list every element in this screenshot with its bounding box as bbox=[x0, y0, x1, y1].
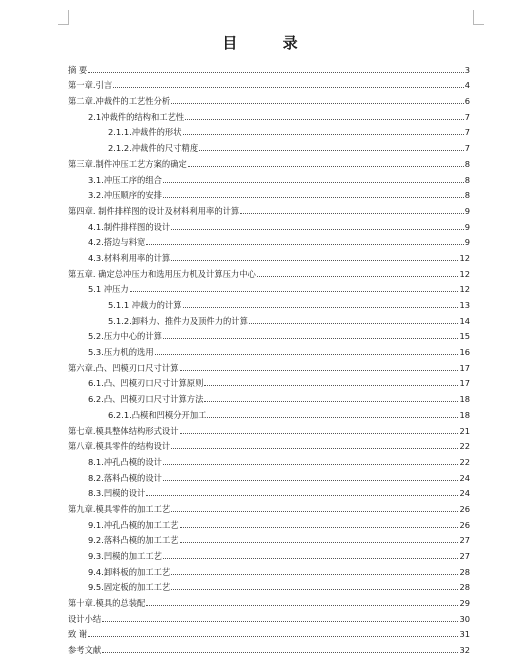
toc-entry[interactable] bbox=[68, 592, 470, 608]
page-corner-mark-left bbox=[58, 10, 69, 25]
toc-entry-page-number: 6 bbox=[464, 96, 470, 107]
toc-entry-page-number: 17 bbox=[459, 362, 470, 373]
toc-entry[interactable] bbox=[68, 153, 470, 169]
toc-entry-label: 8.1.冲孔凸模的设计 bbox=[88, 456, 162, 467]
dot-leader bbox=[180, 527, 459, 528]
toc-entry-label: 第三章.制件冲压工艺方案的确定 bbox=[68, 158, 187, 169]
toc-entry-label: 4.2.搭边与料宽 bbox=[88, 237, 146, 248]
toc-entry-page-number: 32 bbox=[459, 645, 470, 656]
page-corner-mark-right bbox=[473, 10, 484, 25]
toc-entry[interactable] bbox=[68, 263, 470, 279]
toc-entry-page-number: 18 bbox=[459, 409, 470, 420]
dot-leader bbox=[207, 417, 458, 418]
toc-entry[interactable] bbox=[68, 624, 470, 640]
toc-entry[interactable] bbox=[68, 388, 470, 404]
toc-entry-page-number: 9 bbox=[464, 205, 470, 216]
toc-entry[interactable] bbox=[68, 326, 470, 342]
toc-entry-page-number: 26 bbox=[459, 519, 470, 530]
toc-entry-page-number: 21 bbox=[459, 425, 470, 436]
toc-entry-page-number: 14 bbox=[459, 315, 470, 326]
toc-entry[interactable] bbox=[68, 122, 470, 138]
toc-entry-page-number: 28 bbox=[459, 566, 470, 577]
toc-title: 目 录 bbox=[222, 34, 318, 52]
dot-leader bbox=[88, 72, 463, 73]
toc-entry-label: 致 谢 bbox=[68, 629, 88, 640]
toc-entry[interactable] bbox=[68, 404, 470, 420]
dot-leader bbox=[171, 260, 458, 261]
dot-leader bbox=[163, 464, 459, 465]
dot-leader bbox=[155, 354, 459, 355]
toc-entry-page-number: 18 bbox=[459, 394, 470, 405]
toc-entry-label: 8.2.落料凸模的设计 bbox=[88, 472, 162, 483]
toc-entry[interactable] bbox=[68, 247, 470, 263]
toc-entry-page-number: 24 bbox=[459, 488, 470, 499]
dot-leader bbox=[180, 433, 459, 434]
toc-entry-page-number: 12 bbox=[459, 268, 470, 279]
toc-entry-page-number: 8 bbox=[464, 174, 470, 185]
toc-entry-label: 2.1.2.冲裁件的尺寸精度 bbox=[108, 143, 199, 154]
toc-entry-page-number: 17 bbox=[459, 378, 470, 389]
toc-entry[interactable] bbox=[68, 200, 470, 216]
toc-entry-page-number: 27 bbox=[459, 551, 470, 561]
toc-entry-page-number: 29 bbox=[459, 598, 470, 609]
dot-leader bbox=[183, 134, 464, 135]
dot-leader bbox=[171, 229, 464, 230]
toc-entry-page-number: 4 bbox=[464, 80, 470, 91]
toc-entry-label: 第一章.引言 bbox=[68, 80, 113, 91]
toc-entry[interactable] bbox=[68, 137, 470, 153]
toc-entry-label: 5.3.压力机的选用 bbox=[88, 347, 154, 358]
toc-entry[interactable] bbox=[68, 232, 470, 248]
dot-leader bbox=[163, 480, 459, 481]
dot-leader bbox=[146, 605, 458, 606]
toc-entry-label: 6.2.1.凸模和凹模分开加工 bbox=[108, 409, 207, 420]
toc-entry-page-number: 8 bbox=[464, 190, 470, 201]
dot-leader bbox=[204, 401, 458, 402]
toc-entry[interactable] bbox=[68, 373, 470, 389]
toc-entry[interactable] bbox=[68, 467, 470, 483]
toc-entry[interactable] bbox=[68, 545, 470, 561]
toc-entry[interactable] bbox=[68, 498, 470, 514]
toc-entry-label: 第七章.模具整体结构形式设计 bbox=[68, 425, 179, 436]
toc-entry-page-number: 13 bbox=[459, 300, 470, 310]
toc-entry[interactable] bbox=[68, 530, 470, 546]
toc-entry[interactable] bbox=[68, 279, 470, 295]
dot-leader bbox=[171, 103, 464, 104]
toc-entry[interactable] bbox=[68, 451, 470, 467]
toc-entry[interactable] bbox=[68, 294, 470, 310]
toc-entry-label: 第八章.模具零件的结构设计 bbox=[68, 441, 171, 452]
toc-entry[interactable] bbox=[68, 341, 470, 357]
toc-entry[interactable] bbox=[68, 310, 470, 326]
toc-entry-page-number: 7 bbox=[464, 111, 470, 122]
toc-entry[interactable] bbox=[68, 483, 470, 499]
toc-entry[interactable] bbox=[68, 357, 470, 373]
dot-leader bbox=[257, 276, 459, 277]
dot-leader bbox=[102, 621, 458, 622]
table-of-contents bbox=[68, 59, 470, 655]
dot-leader bbox=[163, 338, 459, 339]
dot-leader bbox=[88, 636, 458, 637]
toc-entry[interactable] bbox=[68, 514, 470, 530]
toc-entry-label: 摘 要 bbox=[68, 64, 88, 75]
dot-leader bbox=[183, 307, 459, 308]
toc-entry-page-number: 27 bbox=[459, 535, 470, 546]
toc-entry-label: 第二章.冲裁件的工艺性分析 bbox=[68, 96, 171, 107]
dot-leader bbox=[180, 542, 459, 543]
dot-leader bbox=[171, 589, 458, 590]
toc-entry[interactable] bbox=[68, 608, 470, 624]
dot-leader bbox=[171, 448, 458, 449]
toc-entry-label: 6.2.凸、凹模刃口尺寸计算方法 bbox=[88, 394, 204, 405]
dot-leader bbox=[163, 182, 464, 183]
toc-entry-label: 4.1.制件排样图的设计 bbox=[88, 221, 171, 232]
toc-entry-label: 9.4.卸料板的加工工艺 bbox=[88, 566, 171, 577]
dot-leader bbox=[163, 558, 459, 559]
dot-leader bbox=[180, 370, 459, 371]
toc-entry-label: 第四章. 制件排样图的设计及材料利用率的计算 bbox=[68, 205, 240, 216]
dot-leader bbox=[102, 652, 458, 653]
toc-entry-page-number: 7 bbox=[464, 127, 470, 138]
toc-entry[interactable] bbox=[68, 420, 470, 436]
toc-entry-label: 9.5.固定板的加工工艺 bbox=[88, 582, 171, 593]
dot-leader bbox=[249, 323, 459, 324]
toc-entry-label: 5.1.2.卸料力、推件力及顶件力的计算 bbox=[108, 315, 248, 326]
toc-entry[interactable] bbox=[68, 436, 470, 452]
dot-leader bbox=[188, 166, 464, 167]
toc-entry-page-number: 9 bbox=[464, 237, 470, 248]
toc-entry-label: 第十章.模具的总装配 bbox=[68, 598, 146, 609]
toc-entry-page-number: 22 bbox=[459, 441, 470, 452]
toc-entry-label: 9.3.凹模的加工工艺 bbox=[88, 551, 162, 561]
toc-entry[interactable] bbox=[68, 106, 470, 122]
toc-entry[interactable] bbox=[68, 59, 470, 75]
toc-entry-label: 9.1.冲孔凸模的加工工艺 bbox=[88, 519, 179, 530]
toc-entry[interactable] bbox=[68, 185, 470, 201]
toc-entry-page-number: 9 bbox=[464, 221, 470, 232]
toc-entry-label: 6.1.凸、凹模刃口尺寸计算原则 bbox=[88, 378, 204, 389]
dot-leader bbox=[130, 291, 459, 292]
toc-entry-page-number: 31 bbox=[459, 629, 470, 640]
dot-leader bbox=[113, 87, 464, 88]
dot-leader bbox=[146, 244, 463, 245]
toc-entry-label: 5.1 冲压力 bbox=[88, 284, 129, 295]
toc-entry-label: 设计小结 bbox=[68, 613, 102, 624]
toc-entry-label: 3.1.冲压工序的组合 bbox=[88, 174, 162, 185]
dot-leader bbox=[240, 213, 464, 214]
toc-entry-label: 第五章. 确定总冲压力和选用压力机及计算压力中心 bbox=[68, 268, 256, 279]
toc-entry-page-number: 8 bbox=[464, 158, 470, 169]
toc-entry-label: 3.2.冲压顺序的安排 bbox=[88, 190, 162, 201]
toc-entry-page-number: 16 bbox=[459, 347, 470, 358]
toc-entry[interactable] bbox=[68, 90, 470, 106]
toc-entry[interactable] bbox=[68, 169, 470, 185]
toc-entry-page-number: 28 bbox=[459, 582, 470, 593]
toc-entry-label: 8.3.凹模的设计 bbox=[88, 488, 146, 499]
toc-entry-page-number: 26 bbox=[459, 503, 470, 514]
toc-entry[interactable] bbox=[68, 216, 470, 232]
toc-entry-page-number: 30 bbox=[459, 613, 470, 624]
toc-entry-label: 4.3.材料利用率的计算 bbox=[88, 252, 171, 263]
toc-entry-page-number: 12 bbox=[459, 284, 470, 295]
toc-entry-page-number: 24 bbox=[459, 472, 470, 483]
toc-entry-label: 第九章.模具零件的加工工艺 bbox=[68, 503, 171, 514]
toc-entry-label: 第六章.凸、凹模刃口尺寸计算 bbox=[68, 362, 179, 373]
dot-leader bbox=[163, 197, 464, 198]
dot-leader bbox=[199, 150, 464, 151]
dot-leader bbox=[146, 495, 458, 496]
toc-entry-label: 2.1.1.冲裁件的形状 bbox=[108, 127, 182, 138]
toc-entry-label: 5.1.1 冲裁力的计算 bbox=[108, 300, 182, 310]
toc-entry-label: 9.2.落料凸模的加工工艺 bbox=[88, 535, 179, 546]
toc-entry-label: 5.2.压力中心的计算 bbox=[88, 331, 162, 342]
dot-leader bbox=[185, 119, 464, 120]
toc-entry-page-number: 15 bbox=[459, 331, 470, 342]
toc-entry-label: 参考文献 bbox=[68, 645, 102, 656]
toc-entry[interactable] bbox=[68, 561, 470, 577]
toc-entry-label: 2.1冲裁件的结构和工艺性 bbox=[88, 111, 185, 122]
toc-entry[interactable] bbox=[68, 639, 470, 655]
toc-entry-page-number: 22 bbox=[459, 456, 470, 467]
dot-leader bbox=[204, 385, 458, 386]
dot-leader bbox=[171, 511, 458, 512]
toc-entry[interactable] bbox=[68, 577, 470, 593]
toc-entry[interactable] bbox=[68, 75, 470, 91]
toc-entry-page-number: 12 bbox=[459, 252, 470, 263]
toc-entry-page-number: 7 bbox=[464, 143, 470, 154]
dot-leader bbox=[171, 574, 458, 575]
toc-entry-page-number: 3 bbox=[464, 64, 470, 75]
